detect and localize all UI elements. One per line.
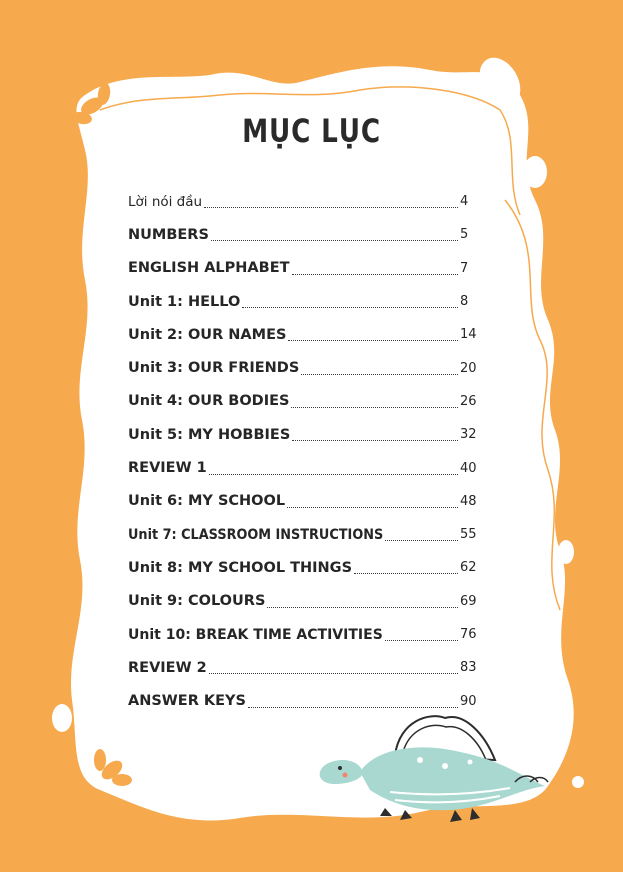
page-title: MỤC LỤC: [242, 112, 381, 150]
toc-entry-label: REVIEW 1: [128, 460, 207, 477]
dot-leader: [267, 607, 458, 608]
toc-entry-page: 62: [460, 560, 477, 576]
table-of-contents: [128, 185, 478, 718]
dot-leader: [287, 507, 458, 508]
toc-entry-page: 83: [460, 660, 477, 676]
toc-entry-label: Unit 7: CLASSROOM INSTRUCTIONS: [128, 526, 384, 543]
toc-entry[interactable]: [128, 518, 478, 551]
toc-entry-label: Lời nói đầu: [128, 193, 203, 210]
toc-entry[interactable]: [128, 651, 478, 684]
dot-leader: [211, 240, 458, 241]
toc-entry-label: REVIEW 2: [128, 659, 207, 676]
toc-entry-page: 76: [460, 627, 477, 642]
toc-entry[interactable]: [128, 285, 478, 318]
toc-entry-label: Unit 6: MY SCHOOL: [128, 493, 286, 510]
toc-entry-label: Unit 9: COLOURS: [128, 593, 266, 610]
toc-entry-page: 40: [460, 460, 477, 476]
toc-entry-page: 26: [460, 393, 477, 409]
toc-entry-label: NUMBERS: [128, 226, 209, 243]
toc-entry-label: Unit 1: HELLO: [128, 293, 241, 310]
toc-entry[interactable]: [128, 252, 478, 285]
toc-entry-label: Unit 3: OUR FRIENDS: [128, 360, 300, 377]
dot-leader: [354, 573, 458, 574]
toc-entry[interactable]: [128, 451, 478, 484]
toc-entry[interactable]: [128, 585, 478, 618]
toc-entry[interactable]: [128, 351, 478, 384]
toc-entry[interactable]: [128, 418, 478, 451]
toc-entry-page: 8: [460, 294, 469, 310]
toc-entry-label: ANSWER KEYS: [128, 693, 246, 710]
toc-entry-page: 4: [460, 194, 469, 210]
toc-entry-label: Unit 2: OUR NAMES: [128, 326, 287, 343]
toc-entry[interactable]: [128, 185, 478, 218]
toc-entry-page: 55: [460, 527, 477, 543]
dot-leader: [288, 340, 458, 341]
toc-entry[interactable]: [128, 684, 478, 717]
toc-entry[interactable]: [128, 618, 478, 651]
toc-entry-label: Unit 10: BREAK TIME ACTIVITIES: [128, 626, 383, 643]
toc-entry[interactable]: [128, 218, 478, 251]
dot-leader: [204, 207, 458, 208]
dot-leader: [248, 707, 458, 708]
toc-entry-page: 20: [460, 360, 477, 376]
dot-leader: [209, 673, 458, 674]
toc-entry-label: ENGLISH ALPHABET: [128, 260, 290, 277]
dot-leader: [292, 274, 459, 275]
toc-entry-label: Unit 5: MY HOBBIES: [128, 426, 291, 443]
toc-entry[interactable]: [128, 485, 478, 518]
toc-entry-page: 7: [460, 260, 469, 276]
dot-leader: [292, 440, 458, 441]
toc-entry-label: Unit 4: OUR BODIES: [128, 393, 290, 410]
toc-entry-page: 5: [460, 227, 469, 243]
dot-leader: [385, 540, 458, 541]
dot-leader: [242, 307, 458, 308]
toc-entry-page: 14: [460, 327, 477, 343]
toc-entry-label: Unit 8: MY SCHOOL THINGS: [128, 559, 353, 576]
toc-entry-page: 90: [460, 693, 477, 709]
toc-entry-page: 32: [460, 427, 477, 443]
dot-leader: [385, 640, 458, 641]
dot-leader: [209, 474, 458, 475]
dot-leader: [291, 407, 458, 408]
toc-entry-page: 69: [460, 593, 477, 609]
toc-entry-page: 48: [460, 493, 477, 509]
toc-entry[interactable]: [128, 551, 478, 584]
toc-entry[interactable]: [128, 318, 478, 351]
toc-entry[interactable]: [128, 385, 478, 418]
dot-leader: [301, 374, 458, 375]
